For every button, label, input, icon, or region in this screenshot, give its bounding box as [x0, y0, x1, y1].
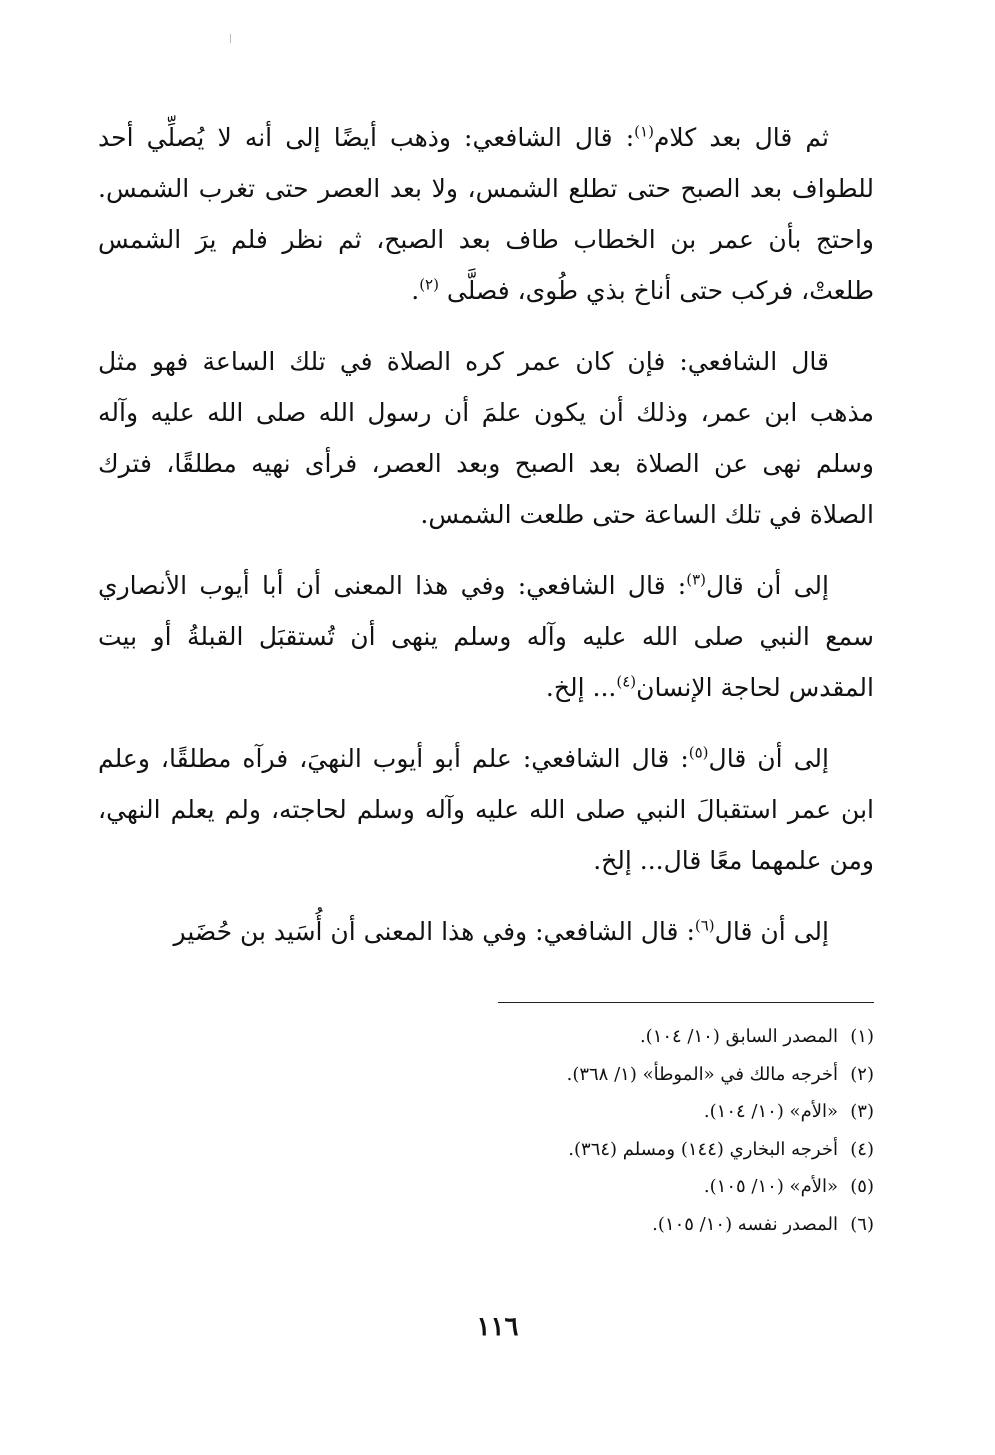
paragraph-5: إلى أن قال$^{(٦)}$: قال الشافعي: وفي هذا المعنى أن أُسَيد بن حُضَير: [173, 916, 829, 946]
footnote-5: (٥)«الأم» (١٠/ ١٠٥).: [703, 1176, 874, 1197]
footnote-separator: [498, 1002, 874, 1003]
scan-mark: [230, 34, 231, 43]
footnote-ref-6: (٦): [694, 916, 715, 935]
paragraph-3: إلى أن قال$^{(٣)}$: قال الشافعي: وفي هذا المعنى أن أبا أيوب الأنصاري سمع النبي صلى الله عليه وآله وسلم ينهى أن تُستقبَل القبلةُ أو بيت المقدس لحاجة الإنسان$^{(٤)}$... إلخ.: [98, 570, 874, 702]
footnote-ref-5: (٥): [688, 743, 709, 762]
footnote-ref-4: (٤): [616, 672, 637, 691]
footnote-ref-1: (١): [634, 122, 654, 141]
paragraph-4: إلى أن قال$^{(٥)}$: قال الشافعي: علم أبو أيوب النهيَ، فرآه مطلقًا، وعلم ابن عمر استقبالَ النبي صلى الله عليه وآله وسلم لحاجته، ولم يعلم النهي، ومن علمهما معًا قال... إلخ.: [98, 743, 874, 875]
footnote-ref-3: (٣): [686, 570, 707, 589]
page-number: ١١٦: [476, 1312, 519, 1342]
paragraph-1: ثم قال بعد كلام$^{(١)}$: قال الشافعي: وذهب أيضًا إلى أنه لا يُصلِّي أحد للطواف بعد الصبح حتى تطلع الشمس، ولا بعد العصر حتى تغرب الشمس. واحتج بأن عمر بن الخطاب طاف بعد الصبح، ثم نظر فلم يرَ الشمس طلعتْ، فركب حتى أناخ بذي طُوى، فصلَّى $^{(٢)}$.: [98, 122, 874, 305]
footnote-4: (٤)أخرجه البخاري (١٤٤) ومسلم (٣٦٤).: [568, 1138, 874, 1160]
footnote-6: (٦)المصدر نفسه (١٠/ ١٠٥).: [652, 1213, 874, 1235]
footnote-1: (١)المصدر السابق (١٠/ ١٠٤).: [639, 1026, 874, 1047]
main-text: [98, 112, 874, 977]
footnote-list: [274, 1018, 874, 1243]
footnote-3: (٣)«الأم» (١٠/ ١٠٤).: [703, 1101, 874, 1122]
paragraph-2: قال الشافعي: فإن كان عمر كره الصلاة في تلك الساعة فهو مثل مذهب ابن عمر، وذلك أن يكون علمَ أن رسول الله صلى الله عليه وآله وسلم نهى عن الصلاة بعد الصبح وبعد العصر، فرأى نهيه مطلقًا، فترك الصلاة في تلك الساعة حتى طلعت الشمس.: [98, 347, 874, 529]
footnote-2: (٢)أخرجه مالك في «الموطأ» (١/ ٣٦٨).: [566, 1063, 874, 1085]
footnote-ref-2: (٢): [419, 275, 439, 294]
